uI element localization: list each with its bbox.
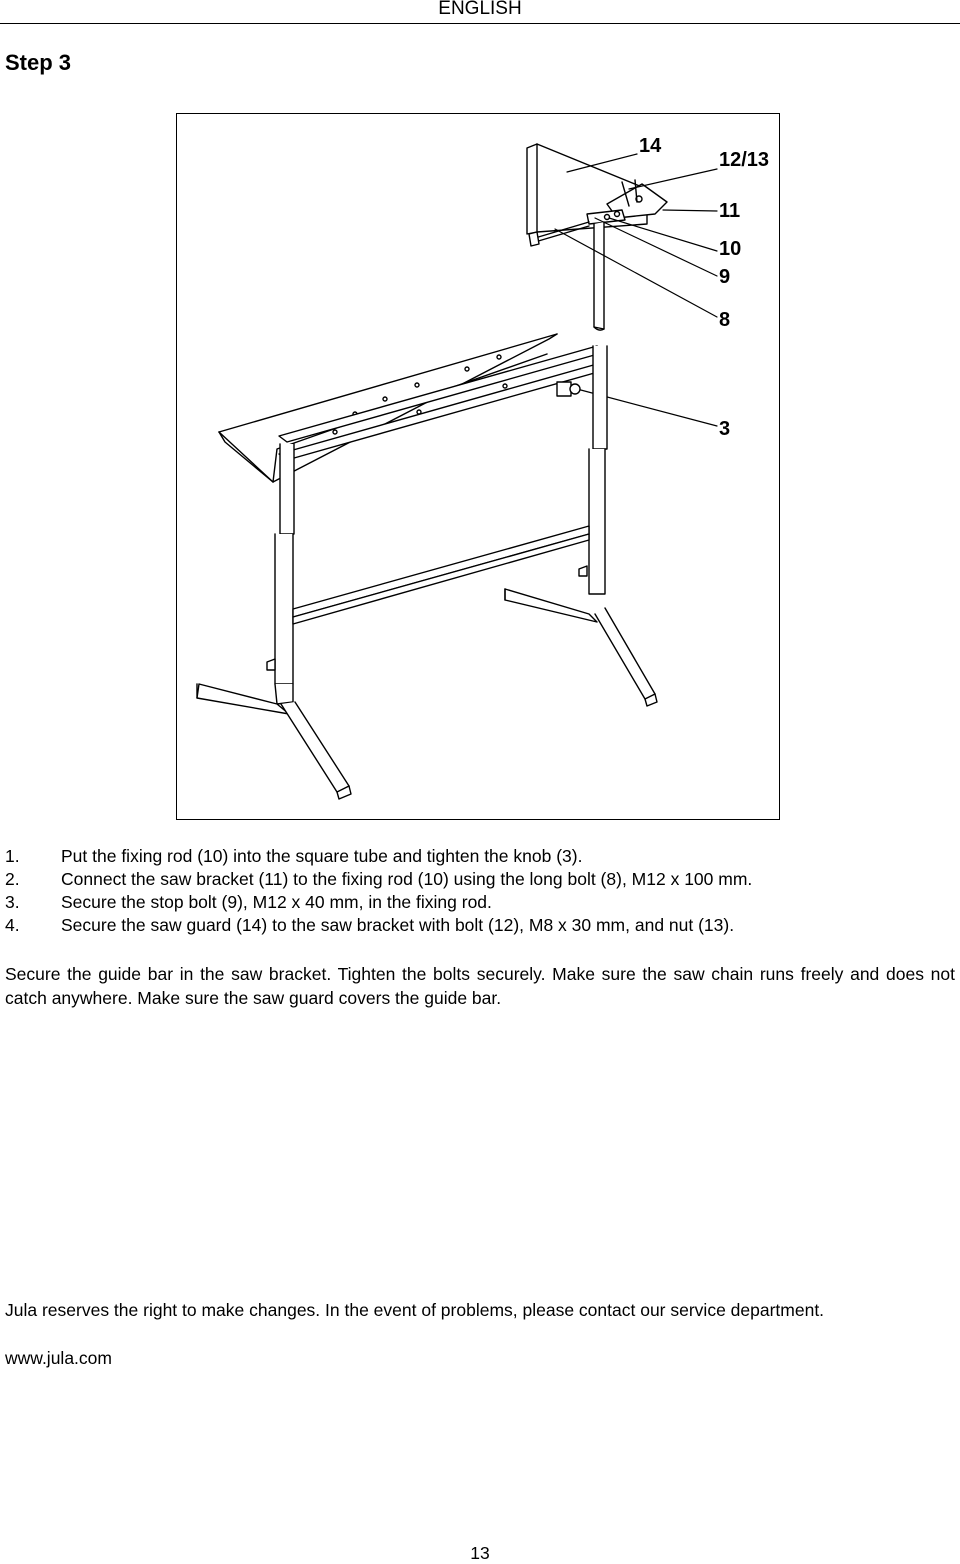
knob-part [557,382,580,396]
instruction-number: 1. [5,846,20,866]
website-link[interactable]: www.jula.com [5,1348,112,1368]
header-language: ENGLISH [438,0,522,19]
header-divider [0,23,960,24]
saw-stand-assembly-diagram [177,114,781,821]
instruction-text: Put the fixing rod (10) into the square tube and tighten the knob (3). [61,846,583,866]
stand-left-foot [197,684,351,799]
stand-top-crossbar [279,346,605,460]
instruction-list [5,845,955,937]
instruction-item [5,891,955,914]
callout-3: 3 [719,418,731,440]
instruction-number: 4. [5,915,20,935]
instruction-text: Secure the saw guard (14) to the saw bracket with bolt (12), M8 x 30 mm, and nut (13). [61,915,735,935]
callout-9: 9 [719,266,731,288]
callout-10: 10 [719,238,742,260]
assembly-figure [176,113,780,820]
page-number: 13 [470,1543,490,1563]
callout-12-13: 12/13 [719,149,770,171]
instruction-item [5,845,955,868]
step-title: Step 3 [5,50,72,75]
callout-8: 8 [719,309,731,331]
instruction-text: Connect the saw bracket (11) to the fixing rod (10) using the long bolt (8), M12 x 100 mm. [61,869,753,889]
instruction-number: 2. [5,869,20,889]
stand-right-leg [579,346,607,594]
instruction-text: Secure the stop bolt (9), M12 x 40 mm, in the fixing rod. [61,892,492,912]
fixing-rod-part [594,222,604,330]
instruction-number: 3. [5,892,20,912]
stand-right-foot [505,589,657,706]
instruction-item [5,868,955,891]
instruction-item [5,914,955,937]
callout-14: 14 [639,135,662,157]
stand-left-leg [267,444,294,704]
callout-11: 11 [719,200,741,222]
guide-bar-note: Secure the guide bar in the saw bracket. Tighten the bolts securely. Make sure the saw chain runs freely and does not catch anywhere. Make sure the saw guard covers the guide bar. [5,964,955,1008]
disclaimer-text: Jula reserves the right to make changes. In the event of problems, please contact our service department. [5,1300,825,1320]
